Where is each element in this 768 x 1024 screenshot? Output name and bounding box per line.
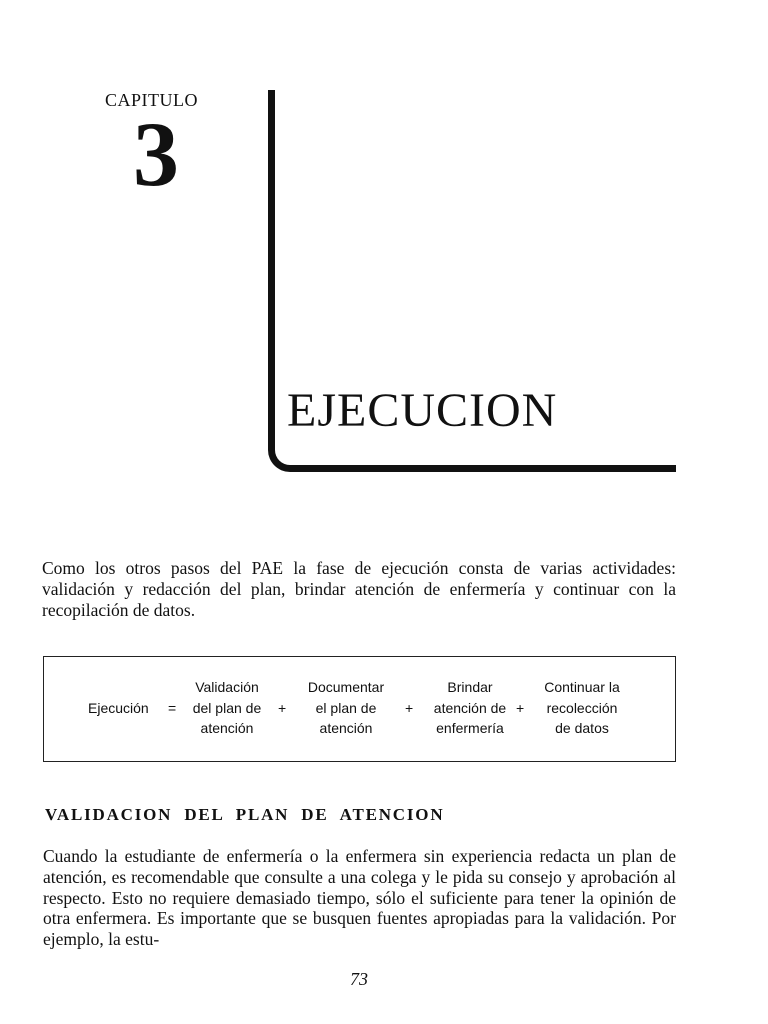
formula-item-line: atención <box>200 720 254 736</box>
formula-item <box>182 677 272 739</box>
formula-item-line: enfermería <box>436 720 504 736</box>
formula-item-line: el plan de <box>315 699 377 716</box>
formula-item <box>532 677 632 739</box>
formula-item-line: de datos <box>555 720 609 736</box>
formula-plus: + <box>405 700 414 716</box>
formula-term: Ejecución <box>88 700 149 716</box>
section-heading: VALIDACION DEL PLAN DE ATENCION <box>45 805 445 824</box>
chapter-label: CAPITULO <box>105 90 198 110</box>
formula-item <box>422 677 518 739</box>
chapter-number: 3 <box>133 103 179 205</box>
body-paragraph: Cuando la estudiante de enfermería o la enfermera sin experiencia redacta un plan de atención, es recomendable que consulte a una colega y le pida su consejo y aprobación al respecto. Esto no requiere demasiado tiempo, sólo el suficiente para tener la opinión de otra enfermera. Es importante que se busquen fuentes apropiadas para la validación. Por ejemplo, la estu- <box>43 846 676 950</box>
formula-item-line: Continuar la <box>544 679 620 695</box>
formula-box <box>43 656 676 762</box>
formula-item-line: Brindar <box>447 679 493 695</box>
intro-paragraph: Como los otros pasos del PAE la fase de ejecución consta de varias actividades: validación y redacción del plan, brindar atención de enfermería y continuar con la recopilación de datos. <box>42 558 676 620</box>
page-number: 73 <box>350 969 368 989</box>
formula-item-line: Validación <box>195 679 259 695</box>
formula-item-line: recolección <box>546 699 618 716</box>
formula-item-line: Documentar <box>307 679 385 695</box>
formula-item-line: del plan de <box>192 699 262 716</box>
formula-plus: + <box>278 700 287 716</box>
formula-plus: + <box>516 700 525 716</box>
formula-item-line: atención <box>319 720 373 736</box>
formula-equals: = <box>168 700 177 716</box>
formula-item <box>296 677 396 739</box>
formula-item-line: atención de <box>433 699 507 716</box>
chapter-title: EJECUCION <box>287 384 558 437</box>
